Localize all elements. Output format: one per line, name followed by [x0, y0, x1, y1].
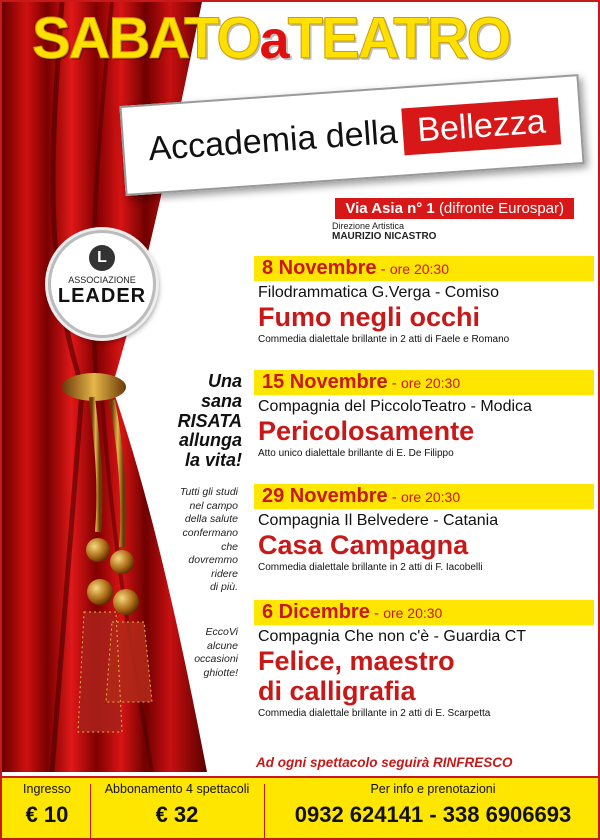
event-description: Commedia dialettale brillante in 2 atti di E. Scarpetta	[258, 708, 491, 720]
event-company: Compagnia del PiccoloTeatro - Modica	[258, 398, 532, 415]
ecco-note	[152, 626, 238, 681]
event-title: Pericolosamente	[258, 416, 475, 446]
event-description: Commedia dialettale brillante in 2 atti di F. Iacobelli	[258, 562, 483, 574]
event-company: Compagnia Che non c'è - Guardia CT	[258, 628, 527, 645]
slogan-line: RISATA	[177, 410, 242, 431]
title-a: a	[259, 10, 288, 70]
event-company: Filodrammatica G.Verga - Comiso	[258, 284, 499, 301]
subscription-label: Abbonamento 4 spettacoli	[104, 782, 250, 796]
contact-label: Per info e prenotazioni	[370, 782, 496, 796]
study-line: ridere	[211, 567, 238, 580]
logo-big-text: LEADER	[57, 285, 147, 307]
logo-small-text: ASSOCIAZIONE	[68, 275, 136, 285]
event-date: 29 Novembre	[262, 485, 388, 507]
footer-divider	[264, 784, 265, 838]
event-date: 6 Dicembre	[262, 601, 370, 623]
event-company: Compagnia Il Belvedere - Catania	[258, 512, 499, 529]
study-note	[152, 486, 238, 595]
title-teatro: TEATRO	[287, 6, 510, 71]
slogan-line: la vita!	[184, 450, 242, 471]
study-line: nel campo	[189, 499, 238, 512]
ecco-line: alcune	[207, 639, 238, 652]
ecco-line: EccoVi	[205, 626, 238, 638]
event-dash: -	[387, 489, 401, 506]
ecco-line: occasioni	[194, 653, 238, 666]
logo-mark-icon: L	[89, 245, 115, 271]
event-title: Felice, maestro	[258, 646, 455, 676]
direction-name: MAURIZIO NICASTRO	[332, 231, 437, 243]
event-date-bar	[254, 256, 594, 281]
footer	[2, 776, 600, 840]
event-title: di calligrafia	[258, 676, 416, 707]
event-item	[254, 256, 594, 345]
event-dash: -	[376, 261, 390, 278]
event-date: 15 Novembre	[262, 371, 388, 393]
venue-name-part1: Accademia della	[147, 112, 399, 168]
slogan-line: Una	[207, 371, 242, 391]
entry-label: Ingresso	[23, 782, 71, 796]
title-sabato: SABATO	[32, 6, 260, 71]
footer-divider	[90, 784, 91, 838]
event-item	[254, 370, 594, 459]
event-dash: -	[369, 605, 384, 622]
contact-info	[268, 782, 598, 828]
event-time: ore 20:30	[383, 605, 443, 621]
slogan	[160, 372, 242, 471]
event-dash: -	[387, 375, 401, 392]
page-title	[32, 6, 510, 71]
event-item	[254, 600, 594, 719]
address-street: Via Asia n° 1	[345, 200, 435, 217]
venue-name-part2: Bellezza	[402, 97, 561, 155]
slogan-line: allunga	[178, 430, 242, 451]
event-time: ore 20:30	[389, 261, 450, 277]
study-line: che	[221, 540, 238, 553]
study-line: di più.	[209, 581, 238, 594]
event-title: Fumo negli occhi	[258, 302, 481, 332]
subscription-price	[94, 782, 260, 828]
event-item	[254, 484, 594, 573]
direction-label: Direzione Artistica	[332, 221, 405, 231]
refreshment-note: Ad ogni spettacolo seguirà RINFRESCO	[256, 755, 513, 770]
subscription-value: € 32	[155, 802, 199, 827]
study-line: della salute	[184, 513, 238, 526]
entry-price	[6, 782, 88, 828]
event-description: Atto unico dialettale brillante di E. De Filippo	[258, 448, 454, 460]
event-title: Casa Campagna	[258, 530, 469, 560]
study-line: dovremmo	[188, 554, 238, 567]
association-logo	[48, 230, 156, 338]
artistic-direction	[332, 221, 436, 243]
study-line: confermano	[182, 526, 238, 539]
ecco-line: ghiotte!	[203, 666, 238, 679]
event-time: ore 20:30	[400, 375, 461, 391]
contact-phones: 0932 624141 - 338 6906693	[294, 802, 572, 827]
entry-value: € 10	[25, 802, 69, 827]
event-time: ore 20:30	[400, 489, 461, 505]
slogan-line: sana	[200, 390, 242, 411]
event-date-bar	[254, 370, 594, 395]
address-note: (difronte Eurospar)	[438, 200, 564, 217]
event-date-bar	[254, 484, 594, 509]
event-description: Commedia dialettale brillante in 2 atti di Faele e Romano	[258, 334, 510, 346]
event-date-bar	[254, 600, 594, 625]
venue-address	[335, 198, 574, 219]
event-date: 8 Novembre	[262, 257, 377, 279]
study-line: Tutti gli studi	[179, 486, 238, 498]
